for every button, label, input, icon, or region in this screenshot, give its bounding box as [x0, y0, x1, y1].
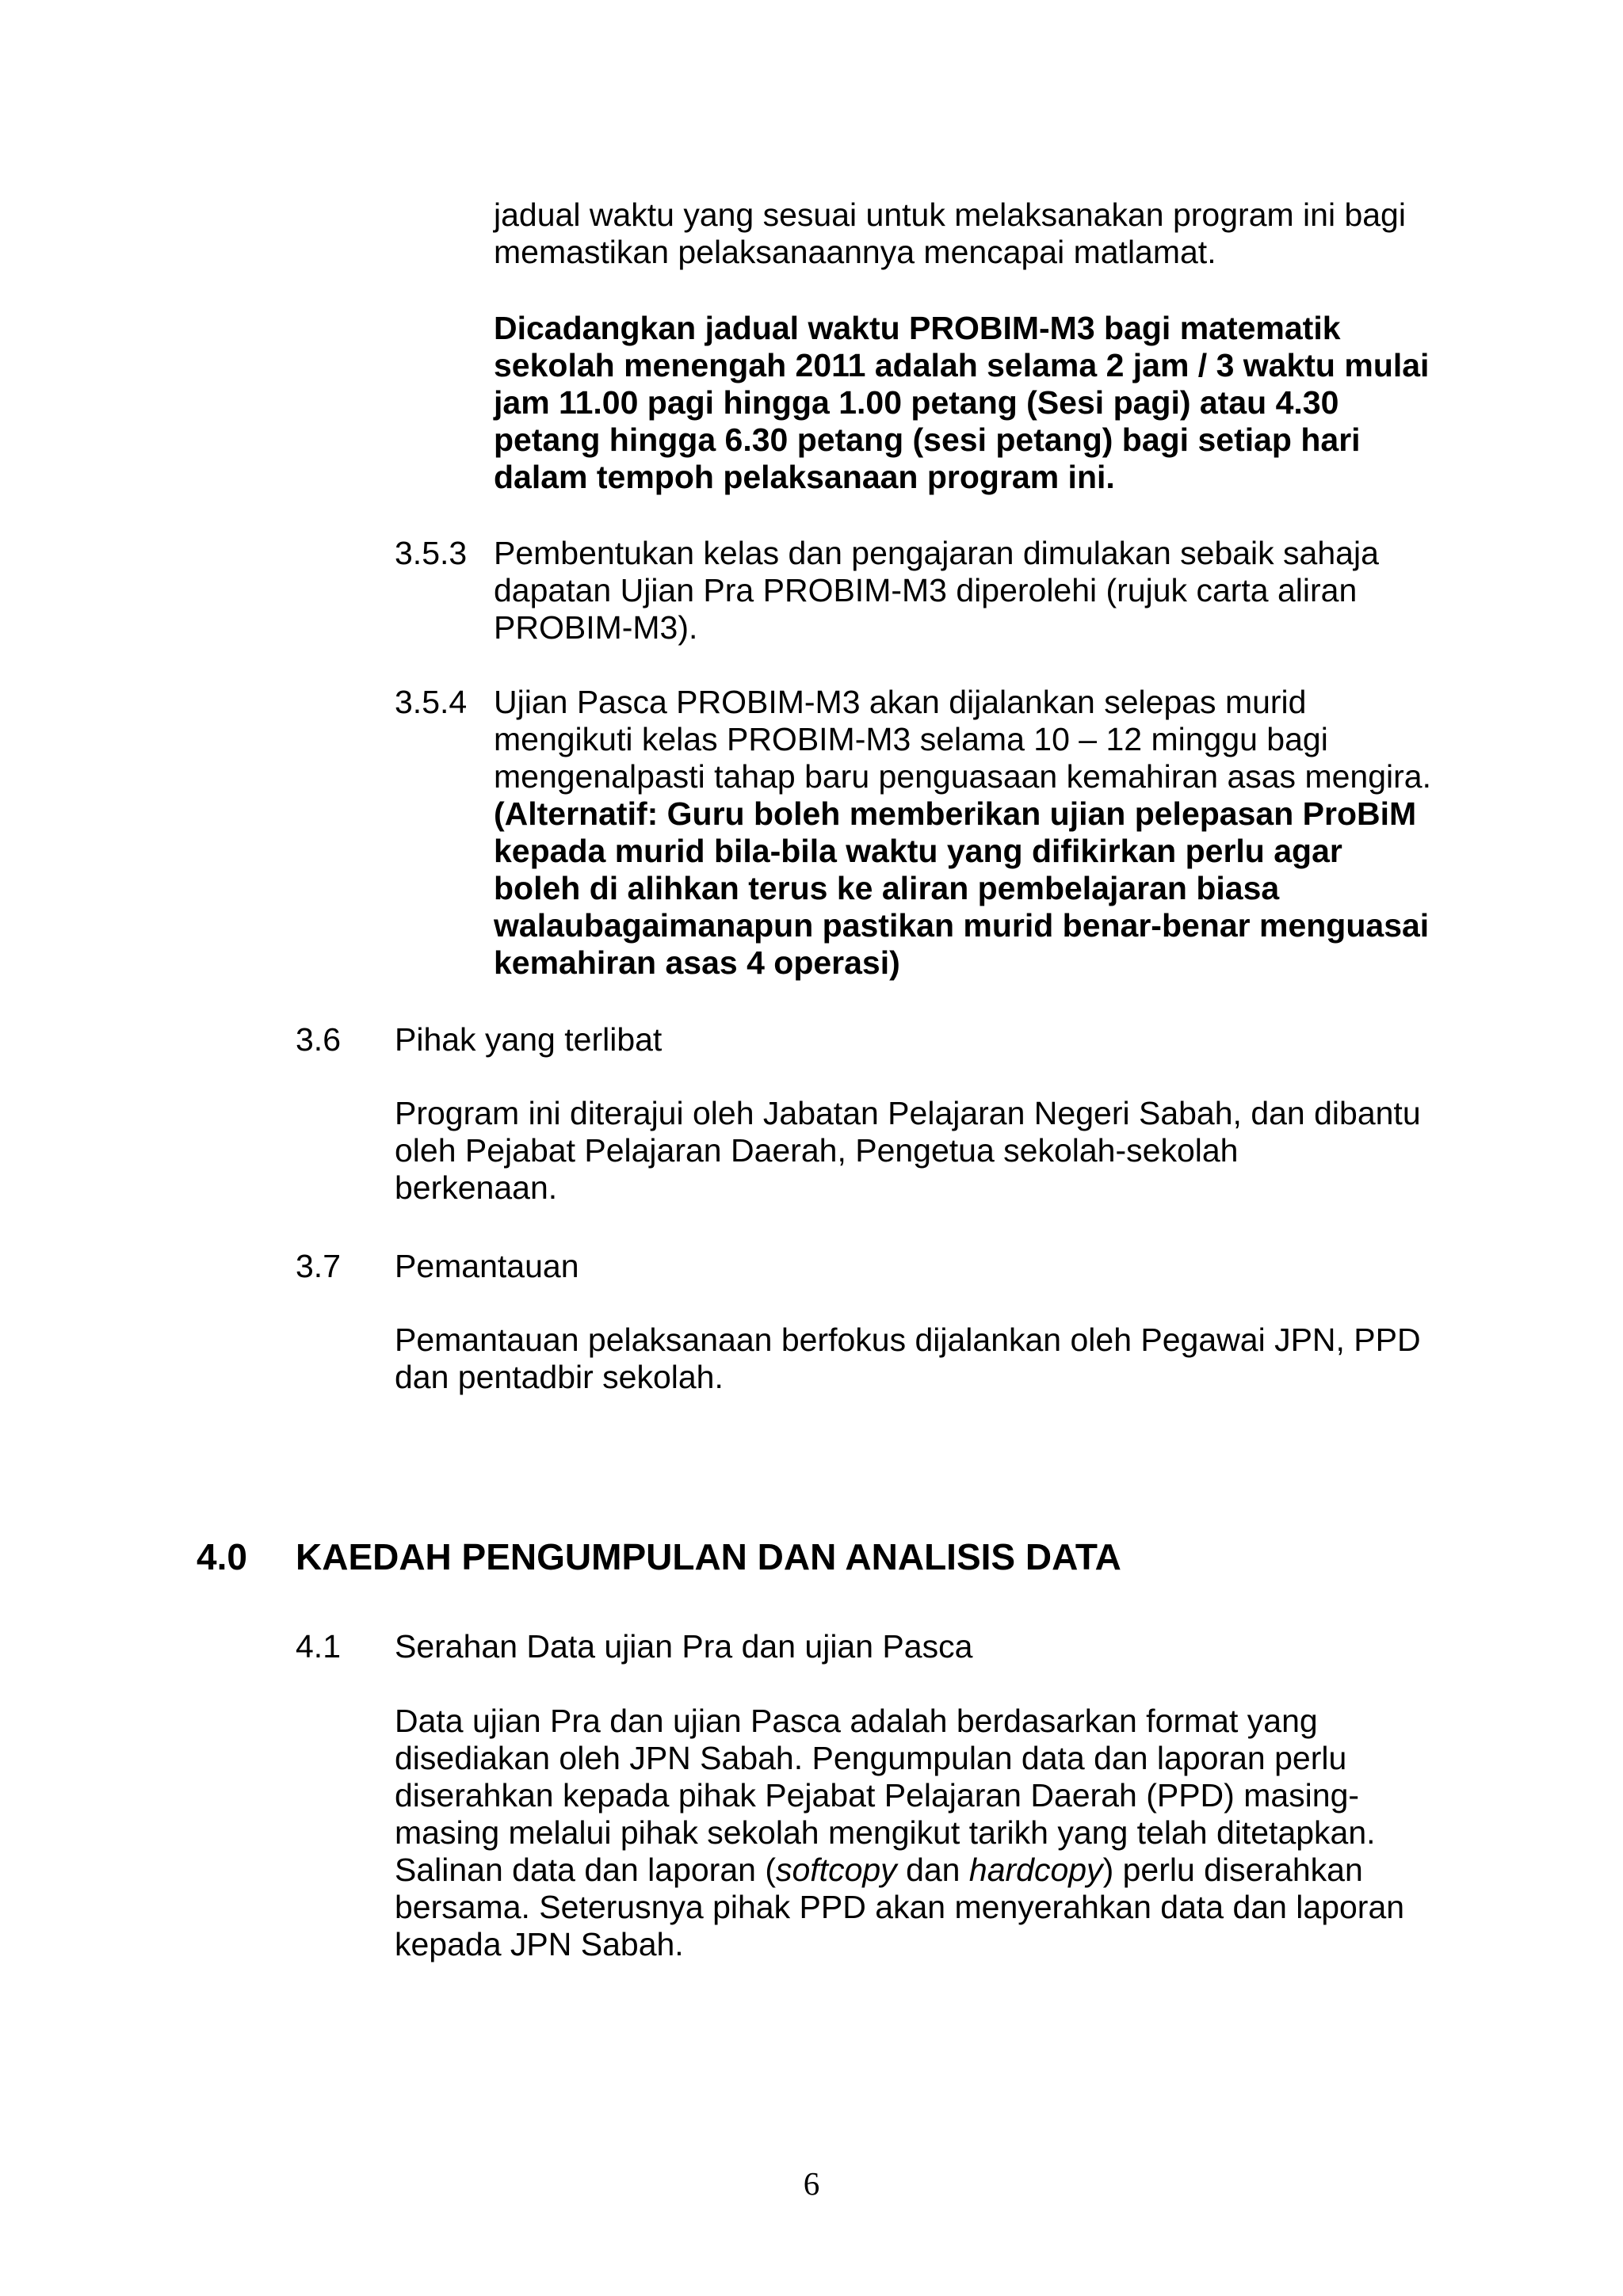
text-line: mengenalpasti tahap baru penguasaan kemahiran asas mengira. [494, 758, 1431, 795]
text-line: dalam tempoh pelaksanaan program ini. [494, 459, 1115, 495]
text-line: bersama. Seterusnya pihak PPD akan menyerahkan data dan laporan [395, 1889, 1405, 1925]
paragraph-3-5-4 [494, 684, 1450, 982]
section-number-4-1: 4.1 [296, 1628, 341, 1665]
section-number-3-5-3: 3.5.3 [395, 535, 468, 571]
paragraph-proposed-schedule [494, 310, 1450, 496]
text-line: petang hingga 6.30 petang (sesi petang) bagi setiap hari [494, 421, 1361, 458]
section-title-3-6: Pihak yang terlibat [395, 1021, 663, 1058]
text-line: dan pentadbir sekolah. [395, 1359, 724, 1395]
text-line: Ujian Pasca PROBIM-M3 akan dijalankan selepas murid [494, 684, 1307, 720]
text-line: kemahiran asas 4 operasi) [494, 944, 900, 981]
text-line: kepada JPN Sabah. [395, 1926, 684, 1962]
text-line: diserahkan kepada pihak Pejabat Pelajaran Daerah (PPD) masing- [395, 1777, 1360, 1814]
text-line: masing melalui pihak sekolah mengikut tarikh yang telah ditetapkan. [395, 1814, 1376, 1851]
paragraph-4-1 [395, 1703, 1450, 1963]
text-line: boleh di alihkan terus ke aliran pembelajaran biasa [494, 870, 1280, 906]
text-line: walaubagaimanapun pastikan murid benar-benar menguasai [494, 907, 1430, 944]
paragraph-3-7 [395, 1322, 1450, 1396]
text-line: sekolah menengah 2011 adalah selama 2 jam / 3 waktu mulai [494, 347, 1430, 383]
text-line: Pembentukan kelas dan pengajaran dimulakan sebaik sahaja [494, 535, 1379, 571]
section-number-3-5-4: 3.5.4 [395, 684, 468, 720]
section-heading-4-0: KAEDAH PENGUMPULAN DAN ANALISIS DATA [296, 1536, 1121, 1577]
section-title-3-7: Pemantauan [395, 1248, 579, 1284]
text-line: dapatan Ujian Pra PROBIM-M3 diperolehi (rujuk carta aliran [494, 572, 1358, 608]
paragraph-schedule-intro [494, 196, 1450, 271]
text-span: Salinan data dan laporan (softcopy dan hardcopy) perlu diserahkan [395, 1852, 1363, 1888]
text-line: berkenaan. [395, 1169, 558, 1206]
section-number-3-7: 3.7 [296, 1248, 341, 1284]
text-line: PROBIM-M3). [494, 609, 698, 646]
section-number-3-6: 3.6 [296, 1021, 341, 1058]
paragraph-3-6 [395, 1095, 1450, 1207]
text-line: (Alternatif: Guru boleh memberikan ujian pelepasan ProBiM [494, 795, 1417, 832]
section-title-4-1: Serahan Data ujian Pra dan ujian Pasca [395, 1628, 973, 1665]
text-line: oleh Pejabat Pelajaran Daerah, Pengetua sekolah-sekolah [395, 1132, 1239, 1169]
text-line: Program ini diterajui oleh Jabatan Pelajaran Negeri Sabah, dan dibantu [395, 1095, 1421, 1131]
text-line-mixed [395, 1852, 1450, 1889]
text-line: memastikan pelaksanaannya mencapai matlamat. [494, 234, 1216, 270]
text-line: jadual waktu yang sesuai untuk melaksanakan program ini bagi [494, 196, 1406, 233]
text-line: Dicadangkan jadual waktu PROBIM-M3 bagi matematik [494, 310, 1341, 346]
paragraph-3-5-3 [494, 535, 1450, 646]
text-line: disediakan oleh JPN Sabah. Pengumpulan data dan laporan perlu [395, 1740, 1347, 1776]
text-line: Pemantauan pelaksanaan berfokus dijalankan oleh Pegawai JPN, PPD [395, 1322, 1421, 1358]
page-number: 6 [803, 2165, 820, 2202]
text-line: kepada murid bila-bila waktu yang difikirkan perlu agar [494, 833, 1342, 869]
text-line: Data ujian Pra dan ujian Pasca adalah berdasarkan format yang [395, 1703, 1318, 1739]
text-line: jam 11.00 pagi hingga 1.00 petang (Sesi pagi) atau 4.30 [494, 384, 1339, 421]
section-number-4-0: 4.0 [197, 1536, 247, 1577]
text-line: mengikuti kelas PROBIM-M3 selama 10 – 12 minggu bagi [494, 721, 1328, 757]
